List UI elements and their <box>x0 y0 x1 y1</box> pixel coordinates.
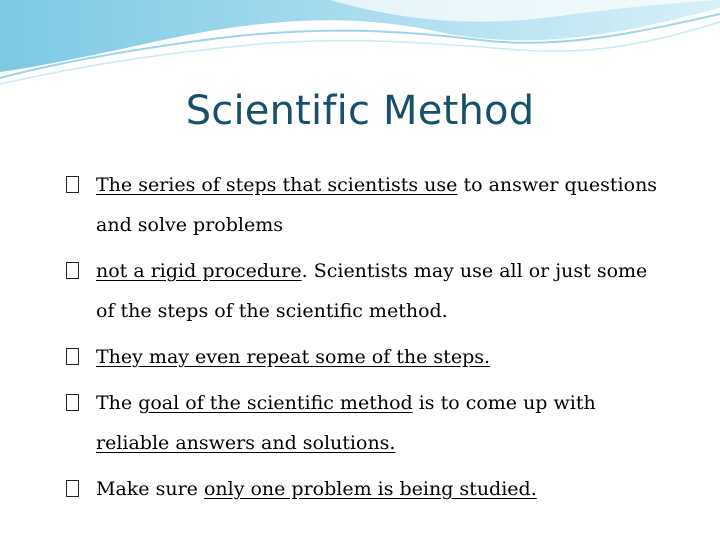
bullet-text-underlined: goal of the scientific method <box>138 392 413 414</box>
box-bullet-icon <box>66 480 79 497</box>
bullet-item <box>66 251 666 331</box>
bullet-text: is to come up with <box>412 392 596 414</box>
bullet-item <box>66 165 666 245</box>
bullet-text-underlined: only one problem is being studied. <box>203 478 537 500</box>
slide-title: Scientific Method <box>185 88 535 134</box>
bullet-item <box>66 383 666 463</box>
box-bullet-icon <box>66 176 79 193</box>
bullet-text: Make sure <box>96 478 204 500</box>
bullet-text: to answer questions and solve problems <box>96 174 658 236</box>
box-bullet-icon <box>66 348 79 365</box>
box-bullet-icon <box>66 262 79 279</box>
bullet-list <box>66 165 666 515</box>
bullet-text-underlined: not a rigid procedure <box>96 260 302 282</box>
bullet-text-underlined: They may even repeat some of the steps. <box>96 346 491 368</box>
bullet-item <box>66 337 666 377</box>
bullet-text: The <box>96 392 139 414</box>
box-bullet-icon <box>66 394 79 411</box>
bullet-text-underlined: reliable answers and solutions. <box>96 432 396 454</box>
header-wave-banner <box>0 0 720 90</box>
bullet-text-underlined: The series of steps that scientists use <box>96 174 458 196</box>
bullet-item <box>66 469 666 509</box>
bullet-text: . Scientists may use all or just some of the steps of the scientific method. <box>96 260 648 322</box>
